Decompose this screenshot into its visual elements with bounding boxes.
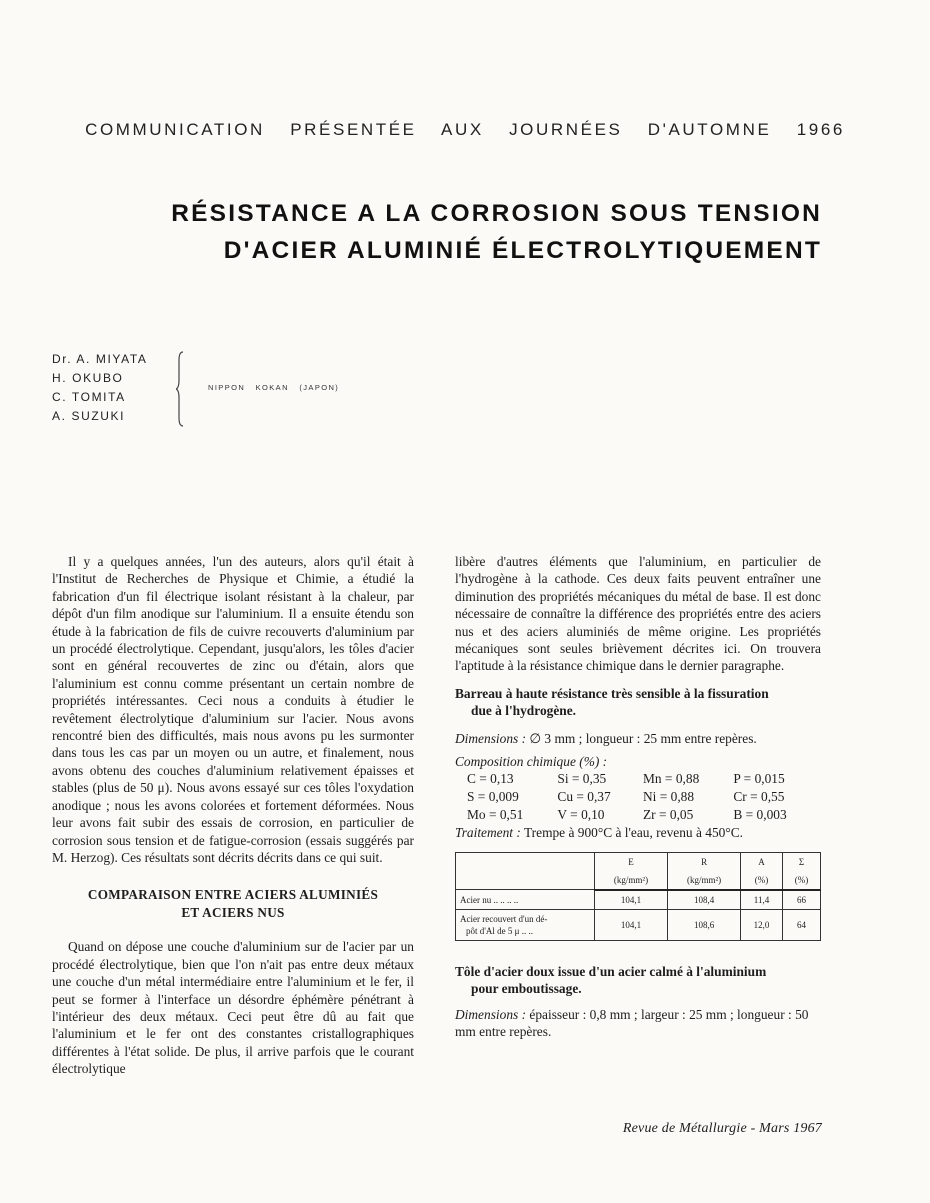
table-corner (456, 852, 595, 890)
composition-table (467, 770, 819, 824)
dimensions-label: Dimensions : (455, 1006, 527, 1022)
column-header: A (741, 852, 783, 871)
column-header: E (595, 852, 668, 871)
table-cell: 64 (782, 909, 820, 940)
table-cell: 66 (782, 890, 820, 910)
composition-cell: B = 0,003 (733, 807, 787, 823)
column-header: R (668, 852, 741, 871)
table-cell: 108,4 (668, 890, 741, 910)
author: A. SUZUKI (52, 409, 126, 423)
dimensions-text: ∅ 3 mm ; longueur : 25 mm entre repères. (529, 730, 757, 746)
composition-label: Composition chimique (%) : (455, 754, 608, 770)
continued-paragraph: libère d'autres éléments que l'aluminium, en particulier de l'hydrogène à la cathode. Ces deux faits peuvent entraîner une diminution des propriétés mécaniques du métal de base. Il est donc nécessaire de connaître la différence des propriétés entre des aciers nus et des aciers aluminiés de même origine. Les propriétés mécaniques sont seules brièvement décrites ici. On trouvera l'aptitude à la résistance chimique dans le dernier paragraphe. (455, 554, 821, 674)
article-title (171, 195, 822, 269)
composition-cell: S = 0,009 (467, 789, 519, 805)
intro-paragraph: Il y a quelques années, l'un des auteurs, alors qu'il était à l'Institut de Recherches de Physique et Chimie, a étudié la fabrication d'un fil électrique isolant résistant à la chaleur, par dépôt d'un film anodique sur l'aluminium. Il a ensuite étendu son étude à la fabrication de fils de cuivre recouverts d'aluminium par un procédé électrolytique. Cependant, jusqu'alors, les tôles d'acier sont en général recouvertes de zinc ou d'étain, alors que l'aluminium est connu comme présentant un certain nombre de propriétés intéressantes. Ceci nous a conduits à étudier le revêtement électrolytique d'aluminium sur l'acier. Nous avons rencontré bien des difficultés, mais nous avons pu les surmonter dans tous les cas par un moyen ou un autre, et finalement, nous avons obtenu des couches d'aluminium relativement épaisses et stables (plus de 50 μ). Nous avons essayé sur ces tôles l'oxydation anodique ; nous les avons colorées et fortement déformées. Nous leur avons fait subir des essais de corrosion, en particulier de corrosion sous tension et de fatigue-corrosion (essais suggérés par M. Herzog). Ces résultats sont décrits décrits dans ce qui suit. (52, 554, 414, 865)
sheet-heading-line-1: Tôle d'acier doux issue d'un acier calmé à l'aluminium (455, 963, 767, 979)
column-unit: (%) (741, 871, 783, 890)
table-row (456, 852, 821, 871)
author: C. TOMITA (52, 390, 126, 404)
column-unit: (kg/mm²) (668, 871, 741, 890)
dimensions-label: Dimensions : (455, 730, 527, 746)
section-heading (52, 886, 414, 922)
journal-footer: Revue de Métallurgie - Mars 1967 (622, 1121, 822, 1136)
column-unit: (kg/mm²) (595, 871, 668, 890)
brace-icon (176, 350, 186, 428)
table-row (467, 788, 819, 806)
composition-cell: Zr = 0,05 (642, 807, 694, 823)
row-label (456, 909, 595, 940)
section-paragraph: Quand on dépose une couche d'aluminium sur de l'acier par un procédé électrolytique, bien que l'on n'ait pas entre deux métaux une couche d'un métal intermédiaire entre l'aluminium et le fer, il peut se former à l'interface un désordre éphémère pénétrant à l'intérieur des deux métaux. Ceci peut être dû au fait que l'aluminium et le fer ont des constantes cristallographiques différentes à l'état solide. De plus, il arrive parfois que le courant électrolytique (52, 939, 414, 1077)
mechanical-table (455, 852, 821, 941)
title-line-2: D'ACIER ALUMINIÉ ÉLECTROLYTIQUEMENT (223, 237, 822, 264)
row-label-line-1: Acier recouvert d'un dé- (460, 913, 548, 924)
composition-cell: P = 0,015 (733, 771, 785, 787)
right-column (455, 553, 821, 1041)
row-label: Acier nu .. .. .. .. (456, 890, 595, 910)
column-unit: (%) (782, 871, 820, 890)
table-row (467, 806, 819, 824)
sheet-heading (455, 963, 821, 998)
author: H. OKUBO (52, 371, 124, 385)
composition-cell: Si = 0,35 (557, 771, 607, 787)
treatment-label: Traitement : (455, 825, 521, 841)
affiliation: NIPPON KOKAN (JAPON) (208, 383, 340, 392)
row-label-line-2: pôt d'Al de 5 μ .. .. (466, 925, 533, 936)
treatment-text: Trempe à 900°C à l'eau, revenu à 450°C. (523, 825, 743, 841)
column-header: Σ (782, 852, 820, 871)
bar-heading-line-1: Barreau à haute résistance très sensible à la fissuration (455, 685, 769, 701)
section-heading-line-2: ET ACIERS NUS (181, 905, 285, 921)
author: Dr. A. MIYATA (52, 352, 148, 366)
composition-cell: C = 0,13 (467, 771, 514, 787)
series-line: COMMUNICATION PRÉSENTÉE AUX JOURNÉES D'AUTOMNE 1966 (85, 120, 845, 139)
table-cell: 11,4 (741, 890, 783, 910)
table-row (456, 890, 821, 910)
title-line-1: RÉSISTANCE A LA CORROSION SOUS TENSION (171, 200, 822, 227)
dimensions-text: épaisseur : 0,8 mm ; largeur : 25 mm ; longueur : 50 mm entre repères. (455, 1006, 809, 1040)
composition-cell: Mo = 0,51 (467, 807, 524, 823)
left-column (52, 553, 414, 1078)
composition-cell: Mn = 0,88 (642, 771, 700, 787)
table-row (467, 770, 819, 788)
composition-cell: V = 0,10 (557, 807, 605, 823)
bar-heading (455, 685, 821, 720)
composition-cell: Cr = 0,55 (733, 789, 785, 805)
section-heading-line-1: COMPARAISON ENTRE ACIERS ALUMINIÉS (87, 887, 379, 903)
table-cell: 12,0 (741, 909, 783, 940)
table-row (456, 909, 821, 940)
bar-heading-line-2: due à l'hydrogène. (471, 703, 577, 719)
table-cell: 104,1 (595, 890, 668, 910)
composition-cell: Cu = 0,37 (557, 789, 611, 805)
composition-cell: Ni = 0,88 (642, 789, 695, 805)
sheet-heading-line-2: pour emboutissage. (471, 981, 582, 997)
table-cell: 108,6 (668, 909, 741, 940)
author-list (52, 350, 147, 426)
table-cell: 104,1 (595, 909, 668, 940)
